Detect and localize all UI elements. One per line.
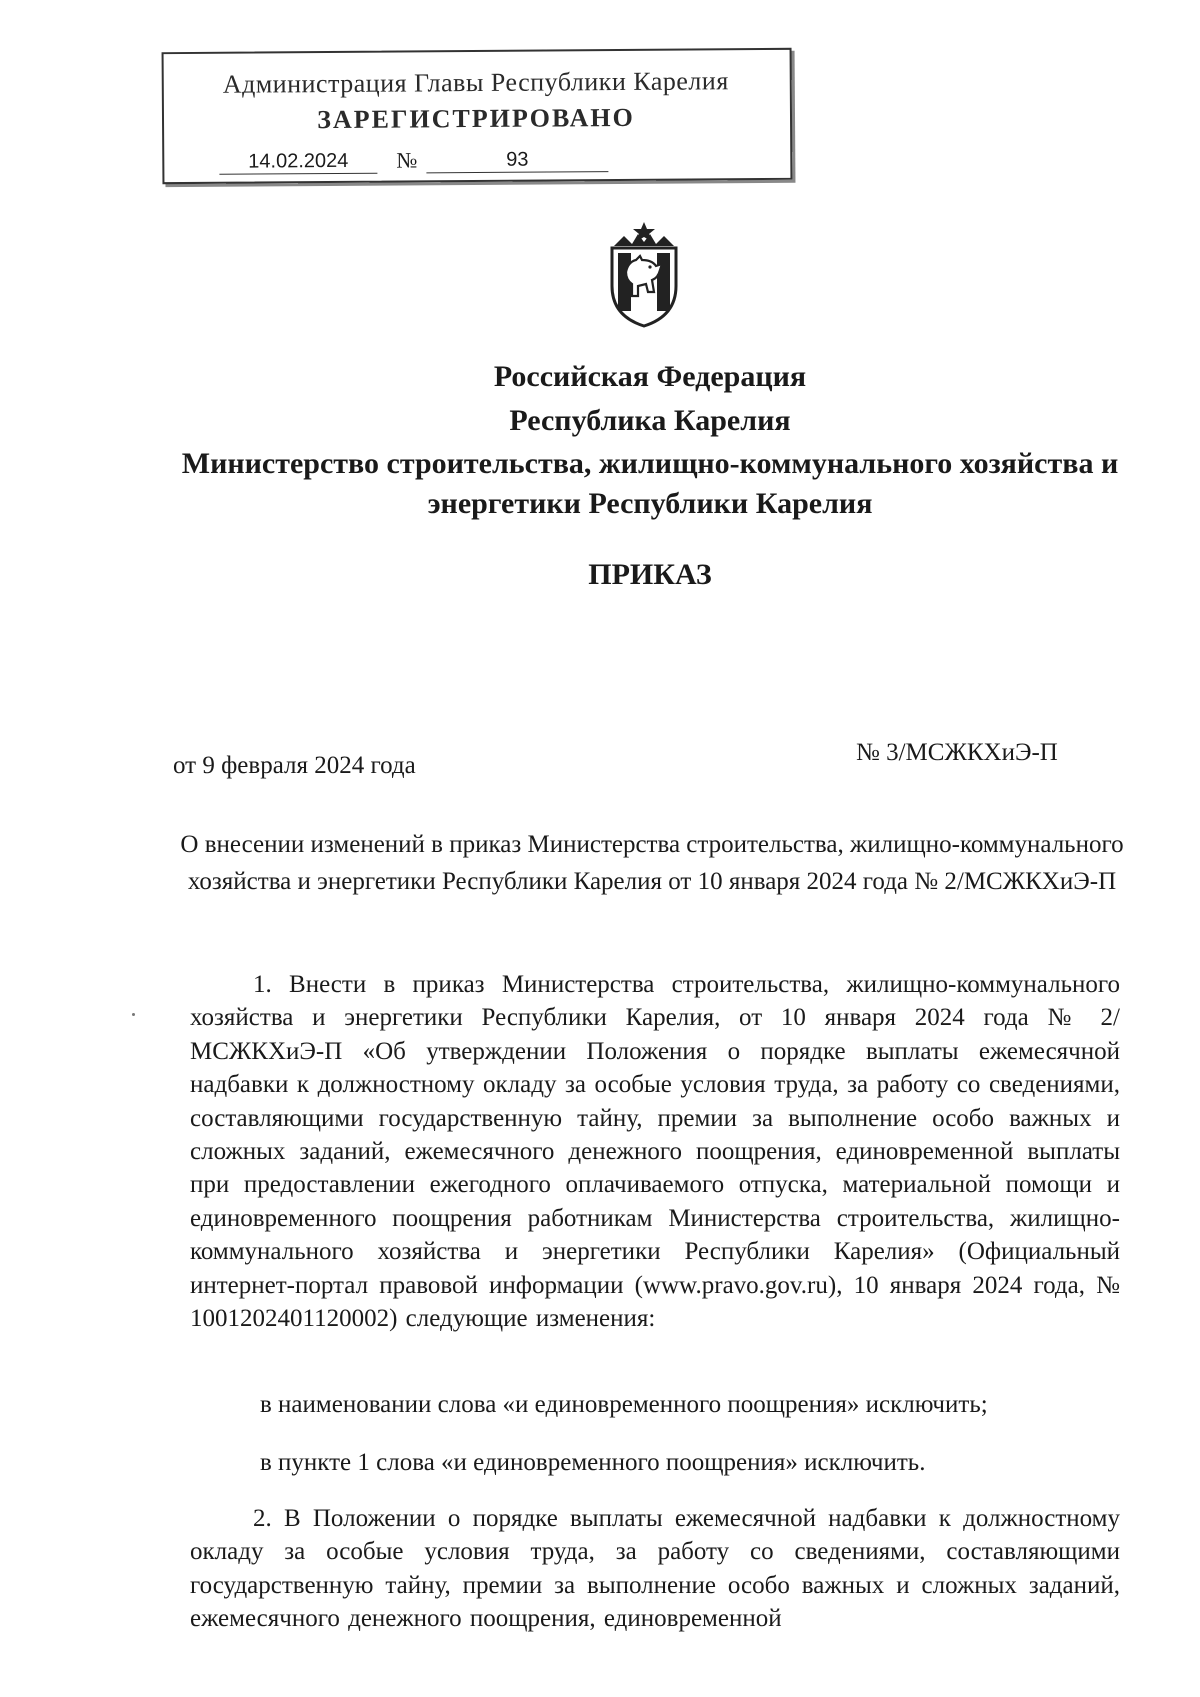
scan-speck (132, 1013, 135, 1016)
header-country: Российская Федерация (493, 360, 807, 393)
body-paragraph-2: в наименовании слова «и единовременного поощрения» исключить; (260, 1391, 988, 1418)
body-paragraph-1: 1. Внести в приказ Министерства строительства, жилищно-коммунального хозяйства и энергетики Республики Карелия, от 10 января 2024 года № 2/МСЖКХиЭ-П «Об утверждении Положения о порядке выплаты ежемесячной надбавки к должностному окладу за особые условия труда, за работу со сведениями, составляющими государственную тайну, премии за выполнение особо важных и сложных заданий, ежемесячного денежного поощрения, единовременной выплаты при предоставлении ежегодного оплачиваемого отпуска, материальной помощи и единовременного поощрения работникам Министерства строительства, жилищно-коммунального хозяйства и энергетики Республики Карелия» (Официальный интернет-портал правовой информации (www.pravo.gov.ru), 10 января 2024 года, № 1001202401120002) следующие изменения: (190, 971, 1120, 1333)
document-number: № 3/МСЖКХиЭ-П (856, 739, 1058, 766)
stamp-number: 93 (426, 147, 608, 173)
document-date: от 9 февраля 2024 года (173, 752, 416, 779)
header-ministry: Министерство строительства, жилищно-коммунального хозяйства и энергетики Республики Карелия (181, 447, 1119, 520)
document-type: ПРИКАЗ (588, 558, 712, 591)
body-paragraph-4: 2. В Положении о порядке выплаты ежемесячной надбавки к должностному окладу за особые условия труда, за работу со сведениями, составляющими государственную тайну, премии за выполнение особо важных и сложных заданий, ежемесячного денежного поощрения, единовременной (190, 1505, 1120, 1633)
karelia-coat-of-arms-icon (604, 220, 684, 328)
stamp-number-label: № (396, 147, 418, 173)
stamp-registered-label: ЗАРЕГИСТРИРОВАНО (317, 102, 635, 135)
stamp-date: 14.02.2024 (219, 149, 377, 175)
document-subject: О внесении изменений в приказ Министерства строительства, жилищно-коммунального хозяйства и энергетики Республики Карелия от 10 января 2024 года № 2/МСЖКХиЭ-П (180, 831, 1124, 895)
registration-stamp (162, 48, 793, 184)
stamp-organization: Администрация Главы Республики Карелия (222, 66, 729, 99)
body-paragraph-3: в пункте 1 слова «и единовременного поощрения» исключить. (260, 1449, 926, 1476)
header-republic: Республика Карелия (509, 404, 791, 437)
